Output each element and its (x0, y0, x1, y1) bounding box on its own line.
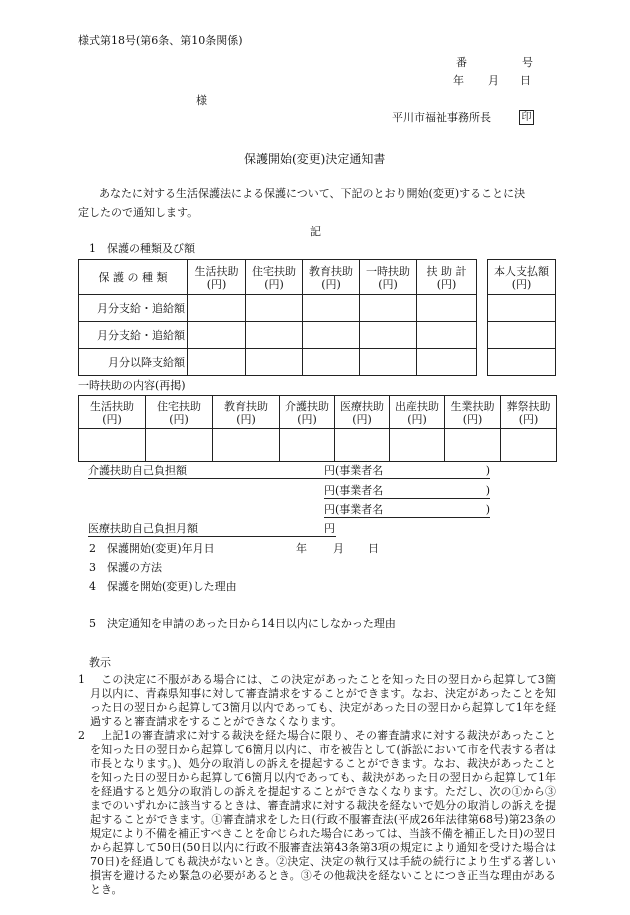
table1-row-label: 月分支給・追給額 (79, 322, 188, 349)
table-cell (188, 295, 246, 322)
sec2-year-label: 年 (296, 542, 307, 555)
table-cell (280, 429, 335, 462)
table-cell (417, 295, 477, 322)
provider-line-1 (324, 464, 490, 479)
number-label-ban: 番 (456, 56, 467, 69)
provider-yen-label: 円(事業者名 (324, 503, 384, 516)
provider-line-3 (324, 503, 490, 518)
issuer-name: 平川市福祉事務所長 (392, 111, 491, 124)
provider-close-paren: ) (485, 503, 490, 516)
intro-text-line2: 定したので通知します。 (78, 206, 199, 219)
medical-self-pay-line (88, 522, 324, 537)
provider-yen-label: 円(事業者名 (324, 464, 384, 477)
table-cell (246, 295, 303, 322)
table-cell (488, 322, 556, 349)
table-cell (417, 322, 477, 349)
table-cell (488, 295, 556, 322)
temporary-aid-title: 一時扶助の内容(再掲) (78, 379, 186, 392)
form-number: 様式第18号(第6条、第10条関係) (78, 34, 243, 47)
table-cell (335, 429, 390, 462)
provider-yen-label: 円(事業者名 (324, 484, 384, 497)
number-label-go: 号 (522, 56, 533, 69)
note-1-text: この決定に不服がある場合には、この決定があったことを知った日の翌日から起算して3箇月以内に、青森県知事に対して審査請求をすることができます。なお、決定があったことを知った日の翌日から起算して3箇月以内であっても、決定があった日の翌日から起算して1年を経過すると審査請求をすることができなくなります。 (90, 673, 556, 728)
sec2-day-label: 日 (368, 542, 379, 555)
table-cell (188, 322, 246, 349)
table1-col-header: 住宅扶助 (円) (246, 260, 303, 295)
self-payment-table (487, 259, 556, 376)
table1-col-header: 扶 助 計 (円) (417, 260, 477, 295)
table1-corner: 保 護 の 種 類 (79, 260, 188, 295)
date-month-label: 月 (488, 74, 499, 87)
table-cell (501, 429, 557, 462)
section-2-start-date: 2 保護開始(変更)年月日 (89, 542, 215, 555)
document-title: 保護開始(変更)決定通知書 (244, 152, 386, 166)
table-cell (146, 429, 213, 462)
ki-heading: 記 (310, 225, 321, 238)
date-day-label: 日 (520, 74, 531, 87)
seal-stamp (519, 110, 534, 125)
table-cell (303, 349, 360, 376)
provider-close-paren: ) (485, 484, 490, 497)
medical-self-pay-label: 医療扶助自己負担月額 (88, 522, 198, 535)
table2-col-header: 医療扶助 (円) (335, 396, 390, 429)
table-cell (488, 349, 556, 376)
table1-row-label: 月分支給・追給額 (79, 295, 188, 322)
addressee-suffix: 様 (196, 94, 207, 107)
table-cell (445, 429, 501, 462)
provider-close-paren: ) (485, 464, 490, 477)
sec2-month-label: 月 (333, 542, 344, 555)
section-3-method: 3 保護の方法 (89, 561, 162, 574)
date-year-label: 年 (453, 74, 464, 87)
table-cell (360, 322, 417, 349)
table-cell (246, 349, 303, 376)
table2-col-header: 生業扶助 (円) (445, 396, 501, 429)
table-cell (417, 349, 477, 376)
table1-col-header: 一時扶助 (円) (360, 260, 417, 295)
table2-col-header: 出産扶助 (円) (390, 396, 445, 429)
table2-col-header: 葬祭扶助 (円) (501, 396, 557, 429)
section-5-delay-reason: 5 決定通知を申請のあった日から14日以内にしなかった理由 (89, 617, 396, 630)
assistance-amount-table (78, 259, 477, 376)
provider-line-2 (324, 484, 490, 499)
table1-row-label: 月分以降支給額 (79, 349, 188, 376)
care-self-pay-line (88, 464, 324, 479)
table1-col-header: 教育扶助 (円) (303, 260, 360, 295)
table-cell (360, 295, 417, 322)
table-cell (360, 349, 417, 376)
self-payment-header: 本人支払額 (円) (488, 260, 556, 295)
table-cell (303, 295, 360, 322)
table2-col-header: 介護扶助 (円) (280, 396, 335, 429)
temporary-aid-table (78, 395, 557, 462)
medical-yen-line (324, 522, 336, 537)
intro-text-line1: あなたに対する生活保護法による保護について、下記のとおり開始(変更)することに決 (99, 187, 526, 200)
table-cell (390, 429, 445, 462)
table2-col-header: 住宅扶助 (円) (146, 396, 213, 429)
table-cell (188, 349, 246, 376)
table1-col-header: 生活扶助 (円) (188, 260, 246, 295)
care-self-pay-label: 介護扶助自己負担額 (88, 464, 187, 477)
table-cell (303, 322, 360, 349)
table-cell (213, 429, 280, 462)
seal-mark: 印 (519, 110, 534, 125)
table2-col-header: 生活扶助 (円) (79, 396, 146, 429)
note-1-number: 1 (78, 673, 85, 686)
note-2-number: 2 (78, 729, 85, 742)
table-cell (79, 429, 146, 462)
section-4-reason: 4 保護を開始(変更)した理由 (89, 580, 237, 593)
table2-col-header: 教育扶助 (円) (213, 396, 280, 429)
medical-yen-label: 円 (324, 522, 335, 535)
section-1-heading: 1 保護の種類及び額 (89, 242, 195, 255)
table-cell (246, 322, 303, 349)
instruction-heading: 教示 (89, 656, 111, 669)
note-2-text: 上記1の審査請求に対する裁決を経た場合に限り、その審査請求に対する裁決があったことを知った日の翌日から起算して6箇月以内に、市を被告として(訴訟において市を代表する者は市長となります。)、処分の取消しの訴えを提起することができます。なお、裁決があったことを知った日の翌日から起算して6箇月以内であっても、裁決があった日の翌日から起算して1年を経過すると処分の取消しの訴えを提起することができなくなります。ただし、次の①から③までのいずれかに該当するときは、審査請求に対する裁決を経ないで処分の取消しの訴えを提起することができます。①審査請求をした日(行政不服審査法(平成26年法律第68号)第23条の規定により不備を補正すべきことを命じられた場合にあっては、当該不備を補正した日)の翌日から起算して50日(50日以内に行政不服審査法第43条第3項の規定により通知を受けた場合は70日)を経過しても裁決がないとき。②決定、決定の執行又は手続の続行により生ずる著しい損害を避けるため緊急の必要があるとき。③その他裁決を経ないことにつき正当な理由があるとき。 (90, 729, 556, 896)
